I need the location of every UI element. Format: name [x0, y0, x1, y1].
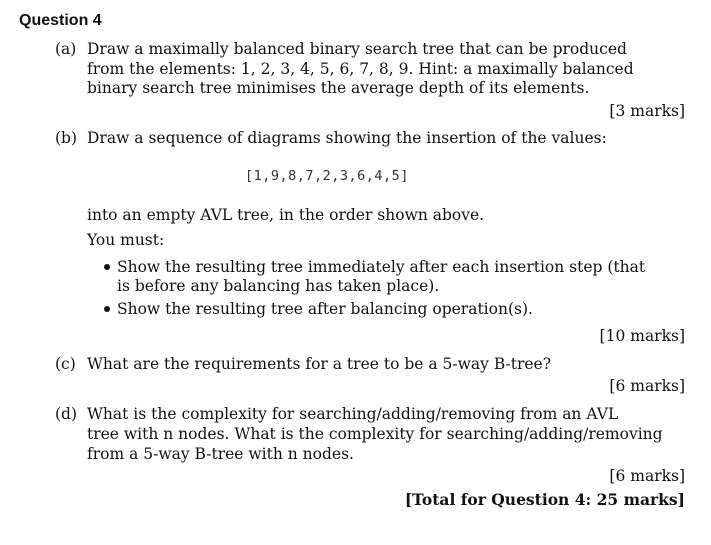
part-a-marks: [3 marks]: [609, 102, 685, 120]
part-c-label: (c): [55, 355, 76, 373]
question-total: [Total for Question 4: 25 marks]: [404, 490, 685, 509]
part-d-marks: [6 marks]: [609, 467, 685, 485]
bullet-1-line-2: is before any balancing has taken place).: [117, 277, 440, 295]
question-title: Question 4: [19, 12, 102, 29]
part-d-line-1: What is the complexity for searching/adding/removing from an AVL: [87, 405, 619, 423]
part-d-line-3: from a 5-way B-tree with n nodes.: [87, 445, 354, 463]
insertion-values: [1,9,8,7,2,3,6,4,5]: [245, 168, 409, 184]
bullet-1-icon: [104, 264, 110, 270]
bullet-2-line-1: Show the resulting tree after balancing operation(s).: [117, 300, 533, 318]
part-b-marks: [10 marks]: [599, 327, 685, 345]
bullet-2-icon: [104, 306, 110, 312]
part-c-text: What are the requirements for a tree to be a 5-way B-tree?: [87, 355, 552, 373]
part-a-line-3: binary search tree minimises the average depth of its elements.: [87, 79, 590, 97]
part-c-marks: [6 marks]: [609, 377, 685, 395]
part-d-label: (d): [55, 405, 78, 423]
part-b-intro: Draw a sequence of diagrams showing the insertion of the values:: [87, 129, 607, 147]
part-b-after: into an empty AVL tree, in the order shown above.: [87, 206, 485, 224]
part-b-must: You must:: [87, 231, 165, 249]
part-a-line-1: Draw a maximally balanced binary search tree that can be produced: [87, 40, 627, 58]
part-b-label: (b): [55, 129, 78, 147]
part-d-line-2: tree with n nodes. What is the complexity for searching/adding/removing: [87, 425, 663, 443]
part-a-line-2: from the elements: 1, 2, 3, 4, 5, 6, 7, 8, 9. Hint: a maximally balanced: [87, 60, 634, 78]
part-a-label: (a): [55, 40, 77, 58]
bullet-1-line-1: Show the resulting tree immediately after each insertion step (that: [117, 258, 646, 276]
